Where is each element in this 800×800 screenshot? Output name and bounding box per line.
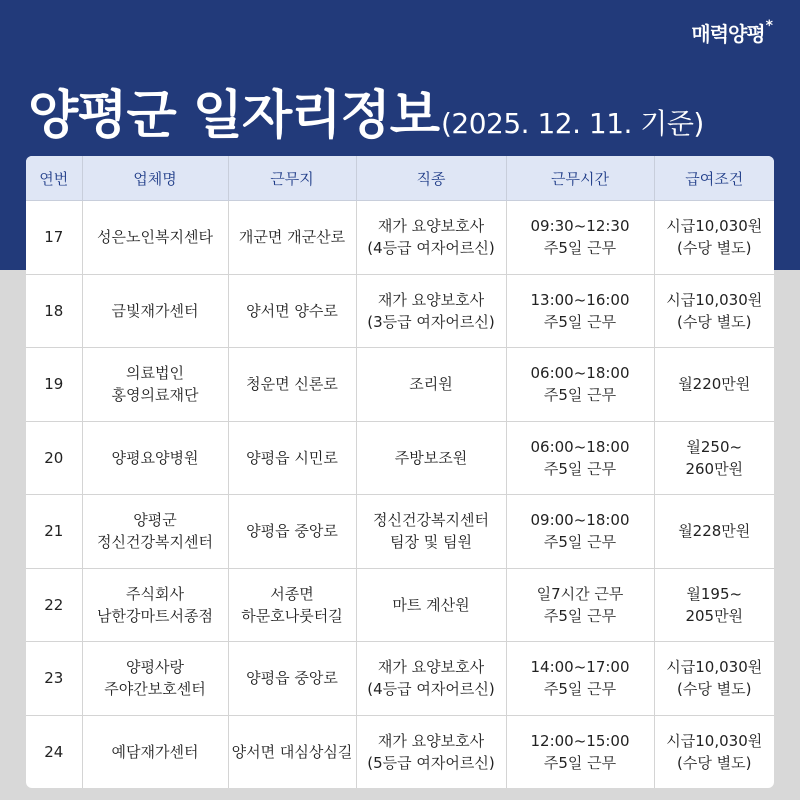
cell-pay xyxy=(654,348,774,422)
cell-pay xyxy=(654,274,774,348)
cell-pay-line: 시급10,030원 xyxy=(666,658,763,677)
table-row xyxy=(26,568,774,642)
cell-hours-line: 주5일 근무 xyxy=(543,680,617,699)
cell-location-line: 양서면 대심상심길 xyxy=(231,742,353,761)
cell-hours xyxy=(506,201,654,275)
page-title: 양평군 일자리정보 xyxy=(28,86,439,146)
table-row xyxy=(26,421,774,495)
cell-location-line: 양평읍 중앙로 xyxy=(246,522,338,541)
cell-pay xyxy=(654,568,774,642)
cell-hours-line: 14:00~17:00 xyxy=(530,658,630,677)
cell-job-line: (4등급 여자어르신) xyxy=(367,680,495,699)
cell-pay xyxy=(654,201,774,275)
cell-job-line: 조리원 xyxy=(409,375,453,394)
cell-job-line: (4등급 여자어르신) xyxy=(367,239,495,258)
cell-pay xyxy=(654,715,774,788)
table-row xyxy=(26,348,774,422)
cell-job-line: 마트 계산원 xyxy=(392,595,470,614)
cell-location xyxy=(228,201,356,275)
cell-hours-line: 주5일 근무 xyxy=(543,753,617,772)
cell-hours-line: 09:30~12:30 xyxy=(530,217,630,236)
cell-no: 20 xyxy=(26,421,82,495)
cell-hours xyxy=(506,642,654,716)
cell-hours-line: 12:00~15:00 xyxy=(530,731,630,750)
cell-company xyxy=(82,568,228,642)
table-header-row xyxy=(26,156,774,201)
cell-location-line: 양서면 양수로 xyxy=(246,301,338,320)
cell-company-line: 의료법인 xyxy=(126,364,184,383)
cell-company-line: 성은노인복지센타 xyxy=(97,228,213,247)
cell-hours-line: 주5일 근무 xyxy=(543,533,617,552)
cell-hours-line: 주5일 근무 xyxy=(543,459,617,478)
column-header-hours: 근무시간 xyxy=(506,156,654,201)
cell-job xyxy=(356,495,506,569)
cell-job xyxy=(356,421,506,495)
cell-hours-line: 13:00~16:00 xyxy=(530,290,630,309)
cell-company-line: 홍영의료재단 xyxy=(111,386,199,405)
cell-no: 23 xyxy=(26,642,82,716)
cell-job-line: 주방보조원 xyxy=(394,448,468,467)
column-header-pay: 급여조건 xyxy=(654,156,774,201)
cell-pay-line: (수당 별도) xyxy=(677,680,752,699)
cell-location xyxy=(228,421,356,495)
cell-company xyxy=(82,201,228,275)
cell-company-line: 남한강마트서종점 xyxy=(97,606,213,625)
cell-hours xyxy=(506,495,654,569)
table-row xyxy=(26,201,774,275)
cell-job-line: (3등급 여자어르신) xyxy=(367,312,495,331)
cell-hours-line: 일7시간 근무 xyxy=(536,584,624,603)
cell-location xyxy=(228,274,356,348)
cell-job xyxy=(356,715,506,788)
cell-location-line: 서종면 xyxy=(270,584,314,603)
cell-company xyxy=(82,348,228,422)
cell-pay-line: (수당 별도) xyxy=(677,312,752,331)
cell-company xyxy=(82,274,228,348)
cell-hours xyxy=(506,568,654,642)
cell-job-line: 정신건강복지센터 xyxy=(373,511,489,530)
cell-hours-line: 06:00~18:00 xyxy=(530,437,630,456)
cell-company xyxy=(82,421,228,495)
cell-job-line: (5등급 여자어르신) xyxy=(367,753,495,772)
cell-location xyxy=(228,715,356,788)
cell-hours xyxy=(506,274,654,348)
cell-pay-line: 시급10,030원 xyxy=(666,217,763,236)
cell-job xyxy=(356,348,506,422)
cell-job xyxy=(356,642,506,716)
cell-location xyxy=(228,642,356,716)
cell-job-line: 재가 요양보호사 xyxy=(377,658,485,677)
cell-job-line: 재가 요양보호사 xyxy=(377,217,485,236)
cell-pay-line: 260만원 xyxy=(685,459,744,478)
cell-job-line: 재가 요양보호사 xyxy=(377,290,485,309)
column-header-company: 업체명 xyxy=(82,156,228,201)
cell-pay-line: 월195~ xyxy=(686,584,743,603)
table-row xyxy=(26,715,774,788)
cell-hours-line: 09:00~18:00 xyxy=(530,511,630,530)
cell-pay-line: (수당 별도) xyxy=(677,239,752,258)
cell-pay-line: 월228만원 xyxy=(678,522,751,541)
cell-company-line: 양평군 xyxy=(133,511,177,530)
cell-pay xyxy=(654,495,774,569)
cell-company xyxy=(82,642,228,716)
cell-company-line: 양평요양병원 xyxy=(111,448,199,467)
cell-hours-line: 주5일 근무 xyxy=(543,239,617,258)
column-header-no: 연번 xyxy=(26,156,82,201)
cell-pay-line: (수당 별도) xyxy=(677,753,752,772)
cell-pay-line: 월220만원 xyxy=(678,375,751,394)
cell-location xyxy=(228,495,356,569)
cell-company-line: 주식회사 xyxy=(126,584,184,603)
cell-location-line: 하문호나룻터길 xyxy=(241,606,343,625)
cell-pay xyxy=(654,421,774,495)
cell-company xyxy=(82,495,228,569)
job-table xyxy=(26,156,774,788)
cell-location-line: 양평읍 시민로 xyxy=(246,448,338,467)
cell-hours-line: 주5일 근무 xyxy=(543,386,617,405)
cell-hours-line: 06:00~18:00 xyxy=(530,364,630,383)
cell-job-line: 팀장 및 팀원 xyxy=(390,533,472,552)
column-header-job: 직종 xyxy=(356,156,506,201)
title-row xyxy=(28,78,704,148)
cell-no: 18 xyxy=(26,274,82,348)
cell-pay-line: 시급10,030원 xyxy=(666,290,763,309)
cell-location xyxy=(228,568,356,642)
cell-company-line: 양평사랑 xyxy=(126,658,184,677)
brand-star-icon: * xyxy=(765,18,772,34)
table-row xyxy=(26,274,774,348)
cell-company-line: 정신건강복지센터 xyxy=(97,533,213,552)
cell-company-line: 예담재가센터 xyxy=(111,742,199,761)
brand-text: 매력양평 xyxy=(691,22,765,46)
cell-company xyxy=(82,715,228,788)
cell-no: 24 xyxy=(26,715,82,788)
cell-hours xyxy=(506,421,654,495)
cell-location xyxy=(228,348,356,422)
cell-hours xyxy=(506,348,654,422)
brand-logo xyxy=(691,18,772,47)
table-row xyxy=(26,642,774,716)
cell-no: 21 xyxy=(26,495,82,569)
cell-pay-line: 205만원 xyxy=(685,606,744,625)
cell-company-line: 금빛재가센터 xyxy=(111,301,199,320)
cell-location-line: 양평읍 중앙로 xyxy=(246,669,338,688)
cell-pay-line: 월250~ xyxy=(686,437,743,456)
cell-pay xyxy=(654,642,774,716)
cell-no: 17 xyxy=(26,201,82,275)
cell-job-line: 재가 요양보호사 xyxy=(377,731,485,750)
page-subtitle: (2025. 12. 11. 기준) xyxy=(440,107,704,140)
cell-company-line: 주야간보호센터 xyxy=(104,680,206,699)
cell-job xyxy=(356,568,506,642)
table-row xyxy=(26,495,774,569)
cell-pay-line: 시급10,030원 xyxy=(666,731,763,750)
cell-location-line: 개군면 개군산로 xyxy=(238,228,346,247)
job-table-card xyxy=(26,156,774,788)
cell-job xyxy=(356,274,506,348)
cell-hours-line: 주5일 근무 xyxy=(543,312,617,331)
cell-hours-line: 주5일 근무 xyxy=(543,606,617,625)
cell-job xyxy=(356,201,506,275)
cell-location-line: 청운면 신론로 xyxy=(246,375,338,394)
cell-hours xyxy=(506,715,654,788)
column-header-location: 근무지 xyxy=(228,156,356,201)
cell-no: 22 xyxy=(26,568,82,642)
cell-no: 19 xyxy=(26,348,82,422)
